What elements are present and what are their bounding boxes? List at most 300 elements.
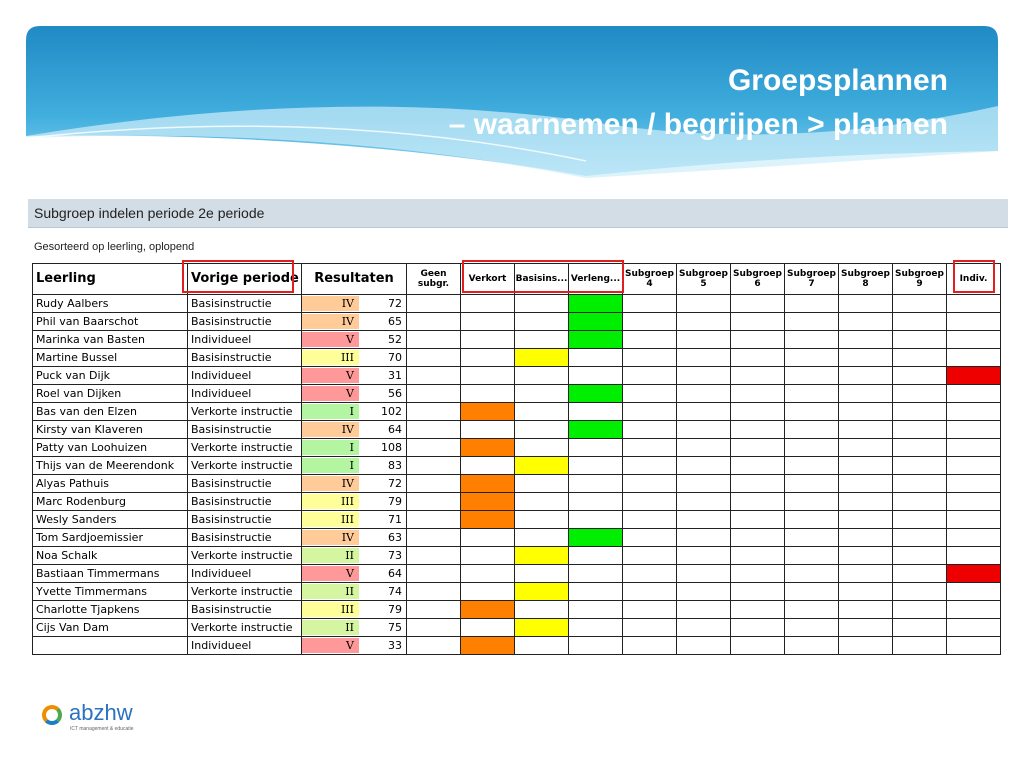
col-header-subgroep-7[interactable]: Subgroep 7 [785,264,839,295]
score-value: 71 [388,513,402,526]
banner-background [26,26,998,180]
group-cell-sg6[interactable] [731,367,785,385]
result-cell [302,637,407,655]
group-cell-sg7[interactable] [785,475,839,493]
group-cell-sg9[interactable] [893,475,947,493]
group-cell-indiv[interactable] [947,331,1001,349]
previous-period: Individueel [188,565,302,583]
group-cell-sg6[interactable] [731,601,785,619]
table-row[interactable] [33,493,1001,511]
group-cell-geen[interactable] [407,475,461,493]
group-cell-verleng[interactable] [569,331,623,349]
table-row[interactable] [33,619,1001,637]
group-cell-sg8[interactable] [839,583,893,601]
group-cell-sg9[interactable] [893,637,947,655]
group-cell-basisins[interactable] [515,547,569,565]
group-cell-sg4[interactable] [623,637,677,655]
level-code: II [345,585,354,598]
group-cell-sg7[interactable] [785,385,839,403]
group-cell-verkort[interactable] [461,511,515,529]
group-cell-sg4[interactable] [623,583,677,601]
group-cell-geen[interactable] [407,403,461,421]
previous-period: Basisinstructie [188,601,302,619]
group-cell-verkort[interactable] [461,349,515,367]
group-cell-sg5[interactable] [677,439,731,457]
previous-period: Basisinstructie [188,295,302,313]
result-cell [302,349,407,367]
group-cell-geen[interactable] [407,331,461,349]
group-cell-sg9[interactable] [893,457,947,475]
level-code: IV [341,477,354,490]
group-cell-verleng[interactable] [569,583,623,601]
group-cell-sg5[interactable] [677,493,731,511]
group-cell-sg5[interactable] [677,331,731,349]
group-cell-basisins[interactable] [515,601,569,619]
group-cell-sg7[interactable] [785,529,839,547]
group-cell-sg4[interactable] [623,493,677,511]
group-cell-sg5[interactable] [677,637,731,655]
table-row[interactable] [33,295,1001,313]
group-cell-basisins[interactable] [515,295,569,313]
group-cell-basisins[interactable] [515,349,569,367]
score-value: 64 [388,567,402,580]
group-cell-verkort[interactable] [461,565,515,583]
group-cell-sg9[interactable] [893,421,947,439]
group-cell-sg7[interactable] [785,511,839,529]
group-cell-geen[interactable] [407,565,461,583]
group-cell-sg8[interactable] [839,421,893,439]
group-cell-sg9[interactable] [893,295,947,313]
group-cell-sg4[interactable] [623,529,677,547]
group-cell-indiv[interactable] [947,619,1001,637]
previous-period: Basisinstructie [188,511,302,529]
group-cell-verkort[interactable] [461,493,515,511]
col-header-verlengd[interactable]: Verleng... [569,264,623,295]
table-body [33,295,1001,655]
group-cell-verleng[interactable] [569,439,623,457]
group-cell-sg7[interactable] [785,601,839,619]
table-row[interactable] [33,637,1001,655]
previous-period: Basisinstructie [188,475,302,493]
table-row[interactable] [33,511,1001,529]
group-cell-sg4[interactable] [623,619,677,637]
group-cell-verleng[interactable] [569,367,623,385]
group-cell-sg8[interactable] [839,601,893,619]
group-cell-sg6[interactable] [731,385,785,403]
table-row[interactable] [33,457,1001,475]
group-cell-sg9[interactable] [893,331,947,349]
group-cell-sg6[interactable] [731,439,785,457]
group-cell-sg5[interactable] [677,547,731,565]
group-cell-basisins[interactable] [515,637,569,655]
group-cell-sg7[interactable] [785,439,839,457]
group-cell-geen[interactable] [407,385,461,403]
group-cell-basisins[interactable] [515,439,569,457]
group-cell-basisins[interactable] [515,421,569,439]
group-cell-sg8[interactable] [839,385,893,403]
col-header-verkort[interactable]: Verkort [461,264,515,295]
result-cell [302,331,407,349]
level-code: III [340,513,354,526]
group-cell-sg9[interactable] [893,547,947,565]
group-cell-sg7[interactable] [785,349,839,367]
level-code: II [345,621,354,634]
group-cell-geen[interactable] [407,313,461,331]
group-cell-verkort[interactable] [461,475,515,493]
group-cell-sg5[interactable] [677,367,731,385]
student-name: Noa Schalk [33,547,188,565]
group-cell-indiv[interactable] [947,547,1001,565]
group-cell-sg7[interactable] [785,457,839,475]
col-header-subgroep-9[interactable]: Subgroep 9 [893,264,947,295]
group-cell-geen[interactable] [407,295,461,313]
group-cell-sg9[interactable] [893,403,947,421]
group-cell-sg4[interactable] [623,547,677,565]
group-cell-basisins[interactable] [515,313,569,331]
group-cell-sg6[interactable] [731,583,785,601]
group-cell-sg5[interactable] [677,421,731,439]
group-cell-verleng[interactable] [569,295,623,313]
group-cell-sg9[interactable] [893,349,947,367]
group-cell-verkort[interactable] [461,313,515,331]
score-value: 70 [388,351,402,364]
table-row[interactable] [33,403,1001,421]
group-cell-sg5[interactable] [677,349,731,367]
group-cell-sg9[interactable] [893,565,947,583]
group-cell-verkort[interactable] [461,331,515,349]
group-cell-sg5[interactable] [677,475,731,493]
group-cell-indiv[interactable] [947,367,1001,385]
group-cell-verleng[interactable] [569,619,623,637]
group-cell-basisins[interactable] [515,385,569,403]
subgroup-table [32,263,1001,655]
table-row[interactable] [33,439,1001,457]
group-cell-verleng[interactable] [569,457,623,475]
group-cell-indiv[interactable] [947,583,1001,601]
group-cell-indiv[interactable] [947,637,1001,655]
group-cell-sg4[interactable] [623,601,677,619]
panel-title: Subgroep indelen periode 2e periode [34,205,265,221]
table-row[interactable] [33,385,1001,403]
group-cell-sg4[interactable] [623,295,677,313]
group-cell-sg6[interactable] [731,457,785,475]
group-cell-sg9[interactable] [893,601,947,619]
group-cell-sg8[interactable] [839,529,893,547]
table-row[interactable] [33,349,1001,367]
group-cell-sg9[interactable] [893,619,947,637]
group-cell-sg7[interactable] [785,367,839,385]
group-cell-sg4[interactable] [623,475,677,493]
group-cell-basisins[interactable] [515,493,569,511]
col-header-basisinstructie[interactable]: Basisins... [515,264,569,295]
group-cell-sg4[interactable] [623,385,677,403]
group-cell-sg8[interactable] [839,511,893,529]
group-cell-sg6[interactable] [731,529,785,547]
group-cell-sg8[interactable] [839,349,893,367]
group-cell-verleng[interactable] [569,421,623,439]
group-cell-sg4[interactable] [623,349,677,367]
table-row[interactable] [33,583,1001,601]
group-cell-verkort[interactable] [461,637,515,655]
highlight-individueel [953,260,995,293]
group-cell-indiv[interactable] [947,439,1001,457]
student-name: Phil van Baarschot [33,313,188,331]
group-cell-sg9[interactable] [893,439,947,457]
group-cell-verleng[interactable] [569,565,623,583]
group-cell-basisins[interactable] [515,583,569,601]
col-header-leerling[interactable]: Leerling [33,264,188,295]
panel-header [28,199,1008,228]
group-cell-indiv[interactable] [947,421,1001,439]
group-cell-sg6[interactable] [731,637,785,655]
group-cell-indiv[interactable] [947,529,1001,547]
result-cell [302,565,407,583]
table-row[interactable] [33,601,1001,619]
group-cell-sg6[interactable] [731,493,785,511]
table-row[interactable] [33,313,1001,331]
group-cell-sg4[interactable] [623,439,677,457]
group-cell-verleng[interactable] [569,475,623,493]
group-cell-verkort[interactable] [461,601,515,619]
group-cell-geen[interactable] [407,601,461,619]
group-cell-sg7[interactable] [785,421,839,439]
abzhw-logo [36,700,158,737]
table-row[interactable] [33,367,1001,385]
group-cell-sg8[interactable] [839,493,893,511]
group-cell-sg4[interactable] [623,421,677,439]
group-cell-verleng[interactable] [569,601,623,619]
group-cell-sg7[interactable] [785,565,839,583]
group-cell-basisins[interactable] [515,529,569,547]
table-row[interactable] [33,547,1001,565]
group-cell-verkort[interactable] [461,529,515,547]
group-cell-sg6[interactable] [731,295,785,313]
group-cell-sg5[interactable] [677,529,731,547]
group-cell-sg9[interactable] [893,529,947,547]
group-cell-sg5[interactable] [677,385,731,403]
group-cell-verkort[interactable] [461,439,515,457]
group-cell-sg6[interactable] [731,349,785,367]
group-cell-verkort[interactable] [461,457,515,475]
group-cell-geen[interactable] [407,349,461,367]
group-cell-sg7[interactable] [785,637,839,655]
student-name: Marinka van Basten [33,331,188,349]
table-row[interactable] [33,565,1001,583]
group-cell-sg8[interactable] [839,565,893,583]
group-cell-geen[interactable] [407,529,461,547]
group-cell-basisins[interactable] [515,475,569,493]
student-name: Bastiaan Timmermans [33,565,188,583]
group-cell-sg8[interactable] [839,547,893,565]
score-value: 79 [388,495,402,508]
group-cell-verkort[interactable] [461,583,515,601]
highlight-vorige-periode [182,260,294,293]
group-cell-geen[interactable] [407,439,461,457]
group-cell-verkort[interactable] [461,295,515,313]
logo-tagline: ICT management & educatie [70,726,134,732]
group-cell-sg8[interactable] [839,637,893,655]
group-cell-indiv[interactable] [947,385,1001,403]
result-cell [302,457,407,475]
table-row[interactable] [33,421,1001,439]
group-cell-sg5[interactable] [677,313,731,331]
group-cell-sg6[interactable] [731,403,785,421]
level-code: V [346,387,354,400]
table-row[interactable] [33,475,1001,493]
group-cell-sg8[interactable] [839,619,893,637]
group-cell-basisins[interactable] [515,619,569,637]
group-cell-sg5[interactable] [677,601,731,619]
group-cell-sg5[interactable] [677,619,731,637]
group-cell-basisins[interactable] [515,403,569,421]
group-cell-sg6[interactable] [731,547,785,565]
group-cell-sg6[interactable] [731,619,785,637]
group-cell-sg8[interactable] [839,475,893,493]
group-cell-sg5[interactable] [677,565,731,583]
group-cell-indiv[interactable] [947,403,1001,421]
group-cell-sg7[interactable] [785,547,839,565]
level-code: I [349,459,354,472]
group-cell-verleng[interactable] [569,403,623,421]
group-cell-sg7[interactable] [785,313,839,331]
group-cell-basisins[interactable] [515,511,569,529]
level-code: III [340,495,354,508]
group-cell-sg9[interactable] [893,385,947,403]
group-cell-sg4[interactable] [623,313,677,331]
group-cell-sg6[interactable] [731,475,785,493]
col-header-subgroep-6[interactable]: Subgroep 6 [731,264,785,295]
previous-period: Verkorte instructie [188,619,302,637]
col-header-subgroep-4[interactable]: Subgroep 4 [623,264,677,295]
group-cell-verkort[interactable] [461,403,515,421]
group-cell-geen[interactable] [407,583,461,601]
student-name: Tom Sardjoemissier [33,529,188,547]
group-cell-indiv[interactable] [947,511,1001,529]
group-cell-indiv[interactable] [947,313,1001,331]
group-cell-verkort[interactable] [461,385,515,403]
group-cell-sg9[interactable] [893,511,947,529]
group-cell-sg7[interactable] [785,619,839,637]
group-cell-indiv[interactable] [947,475,1001,493]
group-cell-sg8[interactable] [839,331,893,349]
group-cell-sg8[interactable] [839,367,893,385]
group-cell-basisins[interactable] [515,457,569,475]
group-cell-indiv[interactable] [947,565,1001,583]
previous-period: Verkorte instructie [188,457,302,475]
group-cell-geen[interactable] [407,547,461,565]
result-cell [302,475,407,493]
group-cell-sg4[interactable] [623,457,677,475]
group-cell-verleng[interactable] [569,349,623,367]
col-header-geen-subgroep[interactable]: Geen subgr. [407,264,461,295]
group-cell-geen[interactable] [407,493,461,511]
table-row[interactable] [33,331,1001,349]
level-code: II [345,549,354,562]
group-cell-sg5[interactable] [677,511,731,529]
group-cell-basisins[interactable] [515,331,569,349]
col-header-subgroep-8[interactable]: Subgroep 8 [839,264,893,295]
student-name: Bas van den Elzen [33,403,188,421]
col-header-individueel[interactable]: Indiv. [947,264,1001,295]
group-cell-sg5[interactable] [677,403,731,421]
level-code: V [346,369,354,382]
group-cell-indiv[interactable] [947,493,1001,511]
group-cell-verkort[interactable] [461,547,515,565]
group-cell-geen[interactable] [407,367,461,385]
group-cell-sg8[interactable] [839,403,893,421]
group-cell-sg6[interactable] [731,565,785,583]
group-cell-sg4[interactable] [623,565,677,583]
group-cell-geen[interactable] [407,421,461,439]
group-cell-verkort[interactable] [461,619,515,637]
group-cell-geen[interactable] [407,637,461,655]
group-cell-indiv[interactable] [947,295,1001,313]
group-cell-sg8[interactable] [839,295,893,313]
group-cell-verkort[interactable] [461,367,515,385]
group-cell-geen[interactable] [407,457,461,475]
group-cell-sg7[interactable] [785,331,839,349]
result-cell [302,421,407,439]
group-cell-sg9[interactable] [893,367,947,385]
col-header-resultaten[interactable]: Resultaten [302,264,407,295]
group-cell-sg8[interactable] [839,457,893,475]
group-cell-sg9[interactable] [893,313,947,331]
result-cell [302,313,407,331]
previous-period: Verkorte instructie [188,403,302,421]
group-cell-sg6[interactable] [731,421,785,439]
group-cell-sg6[interactable] [731,511,785,529]
group-cell-sg5[interactable] [677,457,731,475]
score-value: 52 [388,333,402,346]
group-cell-verleng[interactable] [569,637,623,655]
group-cell-sg8[interactable] [839,313,893,331]
group-cell-sg7[interactable] [785,403,839,421]
group-cell-sg4[interactable] [623,511,677,529]
group-cell-sg7[interactable] [785,583,839,601]
col-header-subgroep-5[interactable]: Subgroep 5 [677,264,731,295]
group-cell-sg7[interactable] [785,295,839,313]
group-cell-sg5[interactable] [677,295,731,313]
group-cell-sg6[interactable] [731,313,785,331]
group-cell-sg7[interactable] [785,493,839,511]
group-cell-geen[interactable] [407,511,461,529]
group-cell-sg5[interactable] [677,583,731,601]
group-cell-sg8[interactable] [839,439,893,457]
group-cell-sg4[interactable] [623,403,677,421]
group-cell-verkort[interactable] [461,421,515,439]
group-cell-geen[interactable] [407,619,461,637]
group-cell-sg9[interactable] [893,493,947,511]
group-cell-verleng[interactable] [569,313,623,331]
group-cell-verleng[interactable] [569,493,623,511]
group-cell-sg4[interactable] [623,367,677,385]
group-cell-sg4[interactable] [623,331,677,349]
group-cell-verleng[interactable] [569,385,623,403]
group-cell-indiv[interactable] [947,349,1001,367]
group-cell-indiv[interactable] [947,457,1001,475]
group-cell-sg6[interactable] [731,331,785,349]
group-cell-verleng[interactable] [569,511,623,529]
group-cell-basisins[interactable] [515,565,569,583]
col-header-vorige-periode[interactable]: Vorige periode [188,264,302,295]
group-cell-verleng[interactable] [569,529,623,547]
group-cell-verleng[interactable] [569,547,623,565]
group-cell-basisins[interactable] [515,367,569,385]
student-name [33,637,188,655]
group-cell-sg9[interactable] [893,583,947,601]
group-cell-indiv[interactable] [947,601,1001,619]
table-row[interactable] [33,529,1001,547]
